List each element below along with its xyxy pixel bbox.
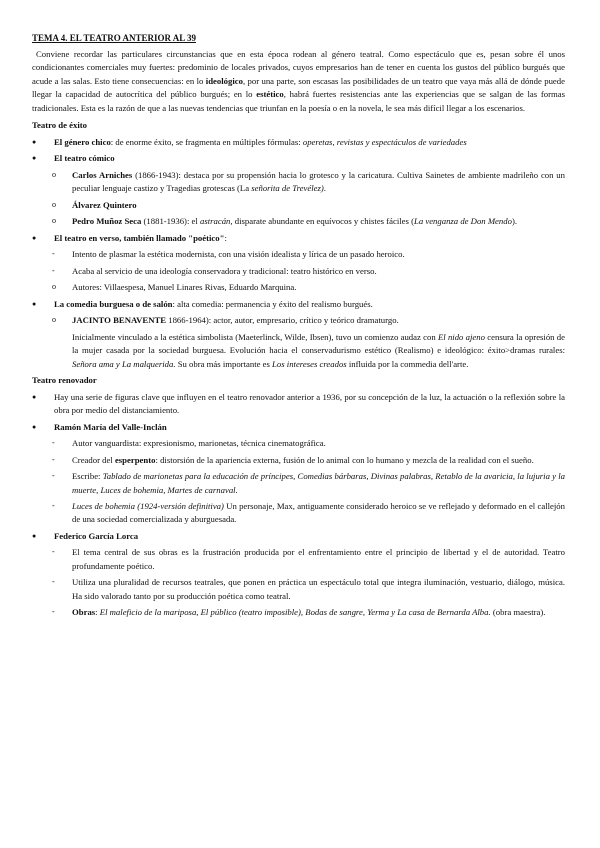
- bullet-icon: ●: [32, 233, 37, 242]
- list-item-arniches: o Carlos Arniches (1866-1943): destaca por su propensión hacia lo grotesco y la caricatura. Cultiva Sainetes de ambiente madrileño con un peculiar lenguaje castizo y Tragedias grotescas (La señorita de Trevélez).: [52, 169, 565, 194]
- bullet-icon: ●: [32, 299, 37, 308]
- list-item-valle-2: - Creador del esperpento: distorsión de la apariencia externa, fusión de lo animal con lo humano y mezcla de la realidad con el sueño.: [52, 454, 534, 465]
- benavente-paragraph: Inicialmente vinculado a la estética simbolista (Maeterlinck, Wilde, Ibsen), tuvo un comienzo audaz con El nido ajeno censura la opresión de la mujer casada por la sociedad burguesa. Evolución hacia el conservadurismo estético (Realismo) e ideológico: éxito>dramas rurales: Señora ama y La malquerida. Su obra más importante es Los intereses creados influida por la commedia dell'arte.: [72, 331, 566, 369]
- list-item-genero-chico: ● El género chico: de enorme éxito, se fragmenta en múltiples fórmulas: operetas, revistas y espectáculos de variedades: [32, 136, 467, 147]
- dash-bullet-icon: -: [52, 454, 55, 464]
- dash-bullet-icon: -: [52, 438, 55, 448]
- dash-bullet-icon: -: [52, 471, 55, 481]
- list-item-verso-3: o Autores: Villaespesa, Manuel Linares Rivas, Eduardo Marquina.: [52, 282, 297, 293]
- list-item-lorca-2: - Utiliza una pluralidad de recursos teatrales, que ponen en práctica un espectáculo total que integra iluminación, vestuario, diálogo, música. Ha sido valorado tanto por su producción poética como teatral.: [52, 577, 565, 601]
- bullet-icon: ●: [32, 392, 37, 401]
- section-heading-renovador: Teatro renovador: [32, 375, 97, 386]
- dash-bullet-icon: -: [52, 249, 55, 259]
- intro-paragraph: Conviene recordar las particulares circunstancias que en esta época rodean al género teatral. Como espectáculo que es, pesan sobre él unos condicionantes comerciales muy fuertes: predominio de locales privados, cuyos empresarios han de tener en cuenta los gustos del público burgués que acude a las salas. Esto tiene consecuencias: en lo ideológico, por una parte, son escasas las posibilidades de un teatro que vaya más allá de dónde puede llegar la capacidad de autocrítica del público burgués; en lo estético, habrá fuertes resistencias ante las experiencias que se salgan de las formas tradicionales. Esta es la razón de que a las nuevas tendencias que triunfan en la poesía o en la novela, le sea más difícil llegar a los escenarios.: [32, 48, 566, 113]
- circle-bullet-icon: o: [52, 216, 56, 226]
- list-item-lorca-3: - Obras: El maleficio de la mariposa, El público (teatro imposible), Bodas de sangre, Yerma y La casa de Bernarda Alba. (obra maestra).: [52, 607, 546, 618]
- circle-bullet-icon: o: [52, 315, 56, 325]
- list-item-valle-inclan: ● Ramón María del Valle-Inclán: [32, 421, 167, 432]
- list-item-verso-1: - Intento de plasmar la estética modernista, con una visión idealista y lírica de un pasado heroico.: [52, 249, 405, 260]
- list-item-renovador-intro: ● Hay una serie de figuras clave que influyen en el teatro renovador anterior a 1936, por su concepción de la luz, la actuación o la reflexión sobre la obra por medio del distanciamiento.: [32, 391, 565, 416]
- bullet-icon: ●: [32, 422, 37, 431]
- list-item-teatro-comico: ● El teatro cómico: [32, 153, 115, 164]
- list-item-valle-3: - Escribe: Tablado de marionetas para la educación de príncipes, Comedias bárbaras, Divinas palabras, Retablo de la avaricia, la lujuria y la muerte, Luces de bohemia, Martes de carnaval.: [52, 471, 565, 495]
- bullet-icon: ●: [32, 154, 37, 163]
- document-page: [32, 32, 565, 623]
- list-item-teatro-verso: ● El teatro en verso, también llamado "poético":: [32, 232, 227, 243]
- dash-bullet-icon: -: [52, 607, 55, 617]
- bullet-icon: ●: [32, 531, 37, 540]
- list-item-benavente: o JACINTO BENAVENTE 1866-1964): actor, autor, empresario, crítico y teórico dramaturgo.: [52, 315, 399, 326]
- circle-bullet-icon: o: [52, 169, 56, 179]
- bullet-icon: ●: [32, 137, 37, 146]
- list-item-valle-1: - Autor vanguardista: expresionismo, marionetas, técnica cinematográfica.: [52, 438, 326, 449]
- page-title: TEMA 4. EL TEATRO ANTERIOR AL 39: [32, 33, 196, 43]
- dash-bullet-icon: -: [52, 265, 55, 275]
- circle-bullet-icon: o: [52, 282, 56, 292]
- list-item-comedia-burguesa: ● La comedia burguesa o de salón: alta comedia: permanencia y éxito del realismo burgués.: [32, 298, 373, 309]
- list-item-quintero: o Álvarez Quintero: [52, 199, 137, 210]
- section-heading-exito: Teatro de éxito: [32, 120, 88, 131]
- list-item-munoz-seca: o Pedro Muñoz Seca (1881-1936): el astracán, disparate abundante en equívocos y chistes fáciles (La venganza de Don Mendo).: [52, 216, 518, 227]
- dash-bullet-icon: -: [52, 547, 55, 557]
- dash-bullet-icon: -: [52, 500, 55, 510]
- list-item-verso-2: - Acaba al servicio de una ideología conservadora y tradicional: teatro histórico en verso.: [52, 265, 377, 276]
- circle-bullet-icon: o: [52, 199, 56, 209]
- list-item-lorca-1: - El tema central de sus obras es la frustración producida por el enfrentamiento entre el principio de libertad y el de autoridad. Teatro profundamente poético.: [52, 547, 565, 571]
- list-item-garcia-lorca: ● Federico García Lorca: [32, 530, 139, 541]
- dash-bullet-icon: -: [52, 577, 55, 587]
- list-item-valle-4: - Luces de bohemia (1924-versión definitiva) Un personaje, Max, antiguamente considerado heroico se ve reflejado y deformado en el callejón de una sociedad comercializada y aburguesada.: [52, 500, 565, 525]
